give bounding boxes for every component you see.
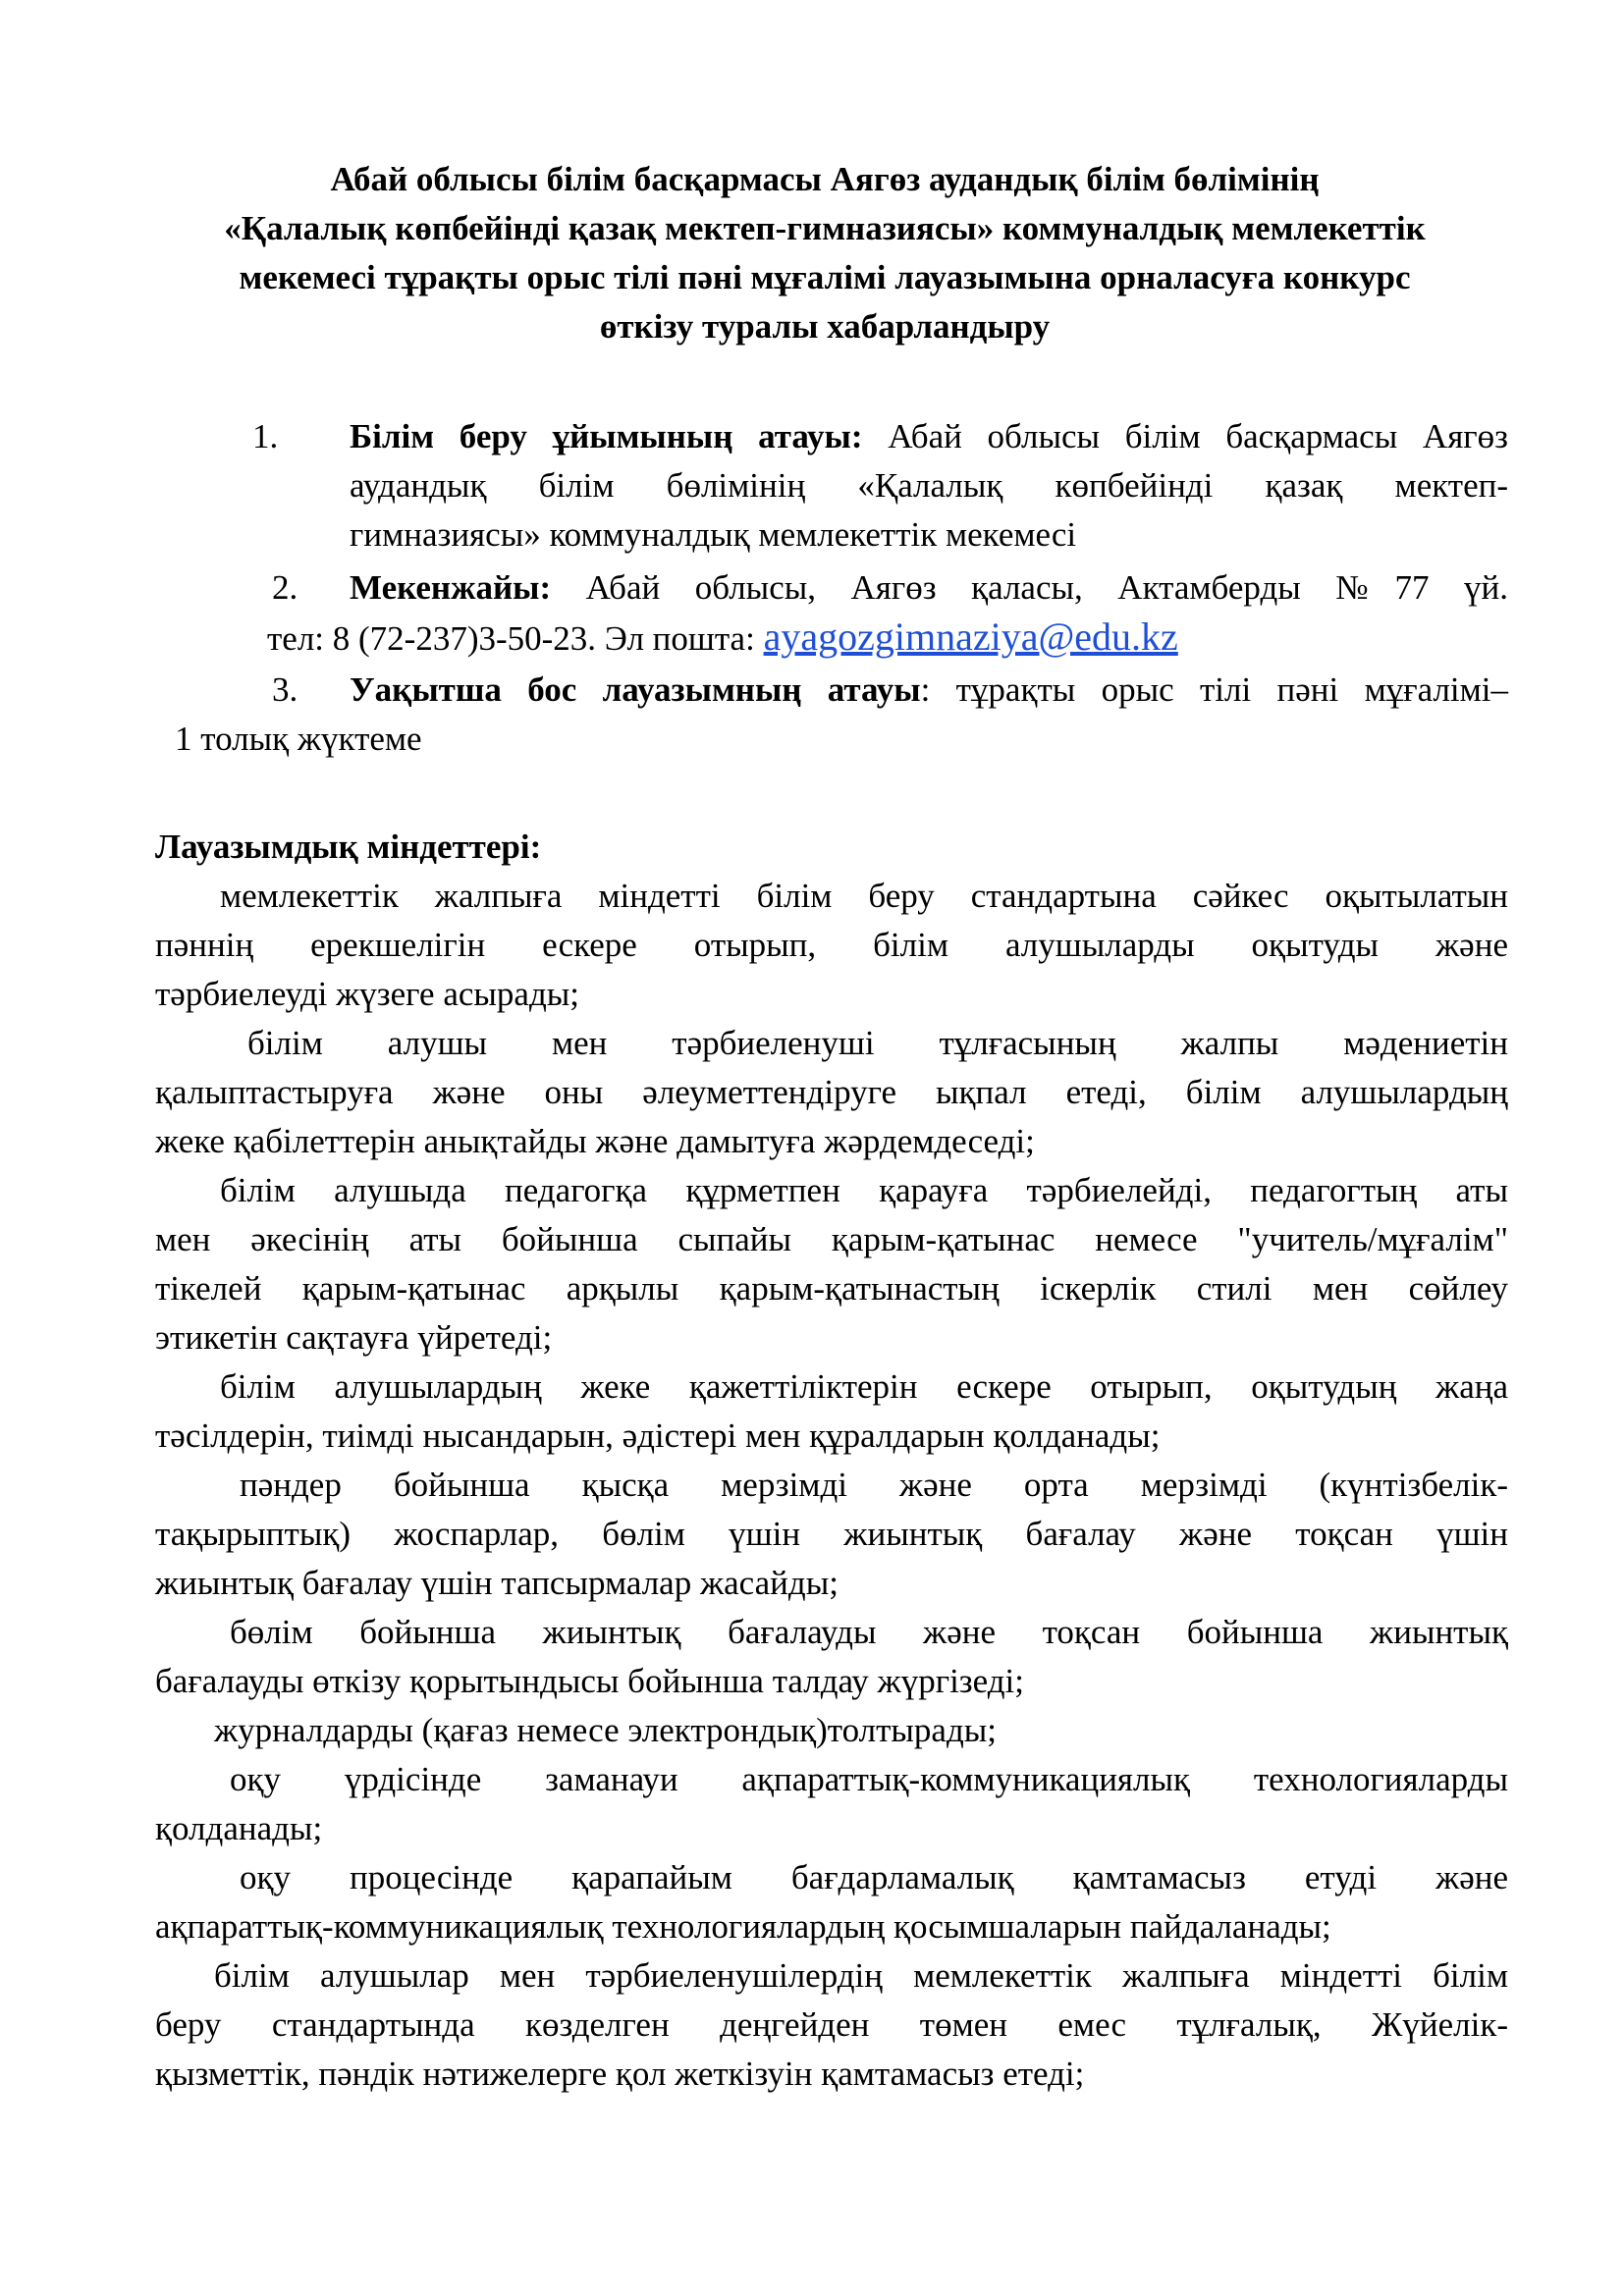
paragraph-line: мен әкесінің аты бойынша сыпайы қарым-қатынас немесе "учитель/мұғалім" xyxy=(155,1220,1508,1258)
title-line: мекемесі тұрақты орыс тілі пәні мұғалімі лауазымына орналасуға конкурс xyxy=(239,258,1411,296)
duty-paragraph xyxy=(155,1706,1508,1755)
item-number: 2. xyxy=(272,568,298,607)
paragraph-line: қызметтік, пәндік нәтижелерге қол жеткізуін қамтамасыз етеді; xyxy=(155,2055,1085,2093)
item-text: Абай облысы, Аягөз қаласы, Актамберды №77 үй. xyxy=(551,568,1508,607)
duty-paragraph xyxy=(155,1461,1508,1608)
title-line: «Қалалық көпбейінді қазақ мектеп-гимназиясы» коммуналдық мемлекеттік xyxy=(224,209,1426,247)
duties-heading: Лауазымдық міндеттері: xyxy=(155,828,542,866)
duty-paragraph xyxy=(155,1608,1508,1706)
duty-paragraph xyxy=(155,872,1508,1019)
paragraph-line: ақпараттық-коммуникациялық технологиялардың қосымшаларын пайдаланады; xyxy=(155,1907,1331,1946)
paragraph-line: тақырыптық) жоспарлар, бөлім үшін жиынтық бағалау және тоқсан үшін xyxy=(155,1515,1508,1553)
paragraph-line: білім алушыда педагогқа құрметпен қарауға тәрбиелейді, педагогтың аты xyxy=(220,1171,1508,1209)
paragraph-line: пәндер бойынша қысқа мерзімді және орта мерзімді (күнтізбелік- xyxy=(240,1466,1508,1504)
paragraph-line: білім алушылар мен тәрбиеленушілердің мемлекеттік жалпыға міндетті білім xyxy=(214,1956,1508,1995)
paragraph-line: оқу процесінде қарапайым бағдарламалық қамтамасыз етуді және xyxy=(240,1858,1508,1896)
item-line: 1 толық жүктеме xyxy=(175,720,422,758)
paragraph-line: тікелей қарым-қатынас арқылы қарым-қатынастың іскерлік стилі мен сөйлеу xyxy=(155,1269,1508,1308)
title-line: Абай облысы білім басқармасы Аягөз аудандық білім бөлімінің xyxy=(330,160,1320,198)
item-label: Уақытша бос лауазымның атауы xyxy=(350,670,921,709)
paragraph-line: этикетін сақтауға үйретеді; xyxy=(155,1318,553,1357)
item-text: : тұрақты орыс тілі пәні мұғалімі– xyxy=(920,670,1508,709)
item-text: тел: 8 (72-237)3-50-23. Эл пошта: xyxy=(267,619,764,658)
paragraph-line: білім алушылардың жеке қажеттіліктерін ескере отырып, оқытудың жаңа xyxy=(220,1367,1508,1406)
duty-paragraph xyxy=(155,1853,1508,1951)
paragraph-line: білім алушы мен тәрбиеленуші тұлғасының жалпы мәдениетін xyxy=(247,1024,1508,1062)
paragraph-line: жиынтық бағалау үшін тапсырмалар жасайды; xyxy=(155,1564,839,1602)
title-line: өткізу туралы хабарландыру xyxy=(599,307,1051,346)
item-line xyxy=(350,412,1508,461)
paragraph-line: жеке қабілеттерін анықтайды және дамытуға жәрдемдеседі; xyxy=(155,1122,1035,1160)
item-line: гимназиясы» коммуналдық мемлекеттік мекемесі xyxy=(350,515,1077,554)
paragraph-line: бөлім бойынша жиынтық бағалауды және тоқсан бойынша жиынтық xyxy=(230,1613,1508,1651)
duty-paragraph xyxy=(155,1019,1508,1166)
item-line: аудандық білім бөлімінің «Қалалық көпбейінді қазақ мектеп- xyxy=(350,466,1508,505)
item-label: Мекенжайы: xyxy=(350,568,552,607)
duty-paragraph xyxy=(155,1755,1508,1853)
announcement-title xyxy=(147,155,1502,351)
paragraph-line: пәннің ерекшелігін ескере отырып, білім алушыларды оқытуды және xyxy=(155,926,1508,964)
paragraph-line: журналдарды (қағаз немесе электрондық)толтырады; xyxy=(214,1711,998,1749)
paragraph-line: бағалауды өткізу қорытындысы бойынша талдау жүргізеді; xyxy=(155,1662,1024,1700)
item-line xyxy=(350,563,1508,613)
item-line xyxy=(350,666,1508,715)
paragraph-line: тәсілдерін, тиімді нысандарын, әдістері мен құралдарын қолданады; xyxy=(155,1416,1161,1455)
item-line xyxy=(267,613,1178,664)
item-number: 3. xyxy=(272,670,298,709)
paragraph-line: мемлекеттік жалпыға міндетті білім беру стандартына сәйкес оқытылатын xyxy=(220,877,1508,915)
paragraph-line: оқу үрдісінде заманауи ақпараттық-коммуникациялық технологияларды xyxy=(230,1760,1508,1798)
duty-paragraph xyxy=(155,1166,1508,1362)
duty-paragraph xyxy=(155,1951,1508,2099)
duty-paragraph xyxy=(155,1362,1508,1461)
paragraph-line: тәрбиелеуді жүзеге асырады; xyxy=(155,975,579,1013)
item-number: 1. xyxy=(252,417,279,455)
paragraph-line: қолданады; xyxy=(155,1809,323,1847)
paragraph-line: қалыптастыруға және оны әлеуметтендіруге ықпал етеді, білім алушылардың xyxy=(155,1073,1508,1111)
item-text: Абай облысы білім басқармасы Аягөз xyxy=(862,417,1508,455)
email-link[interactable]: ayagozgimnaziya@edu.kz xyxy=(763,614,1178,659)
paragraph-line: беру стандартында көзделген деңгейден төмен емес тұлғалық, Жүйелік- xyxy=(155,2005,1508,2044)
item-label: Білім беру ұйымының атауы: xyxy=(350,417,863,455)
